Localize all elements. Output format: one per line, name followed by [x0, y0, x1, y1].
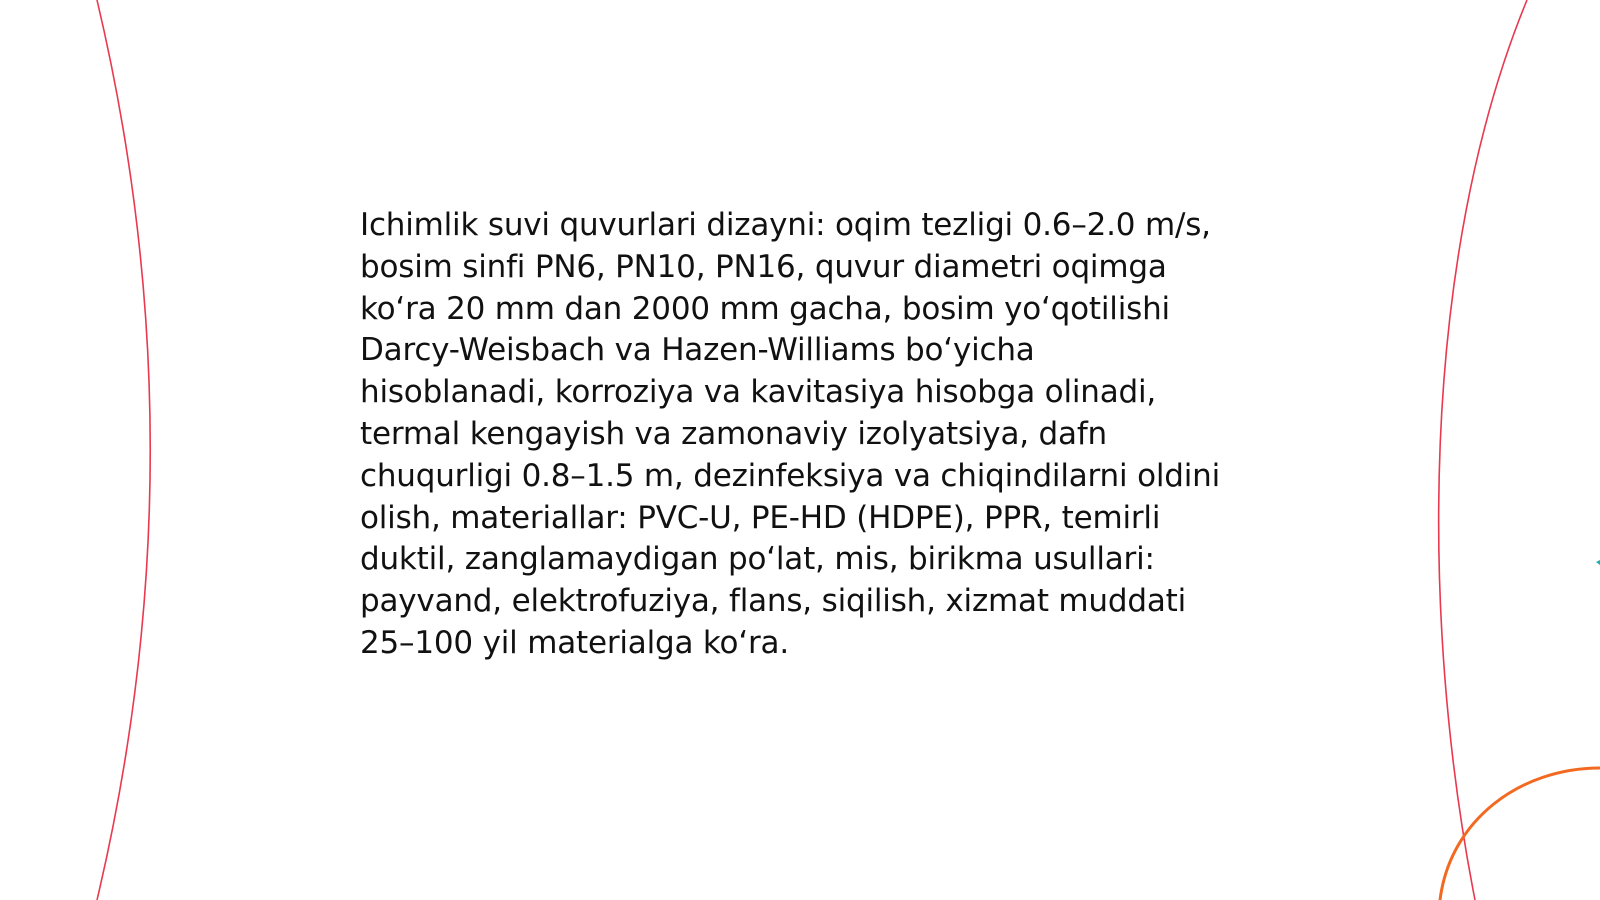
teal-accent-mark: [1596, 560, 1600, 565]
orange-circle-arc: [1440, 768, 1600, 900]
right-arc-line: [1439, 0, 1527, 900]
slide-body-text: Ichimlik suvi quvurlari dizayni: oqim tezligi 0.6–2.0 m/s, bosim sinfi PN6, PN10, PN16, quvur diametri oqimga ko‘ra 20 mm dan 2000 mm gacha, bosim yo‘qotilishi Darcy-Weisbach va Hazen-Williams bo‘yicha hisoblanadi, korroziya va kavitasiya hisobga olinadi, termal kengayish va zamonaviy izolyatsiya, dafn chuqurligi 0.8–1.5 m, dezinfeksiya va chiqindilarni oldini olish, materiallar: PVC-U, PE-HD (HDPE), PPR, temirli duktil, zanglamaydigan po‘lat, mis, birikma usullari: payvand, elektrofuziya, flans, siqilish, xizmat muddati 25–100 yil materialga ko‘ra.: [360, 207, 1221, 661]
left-arc-line: [97, 0, 150, 900]
